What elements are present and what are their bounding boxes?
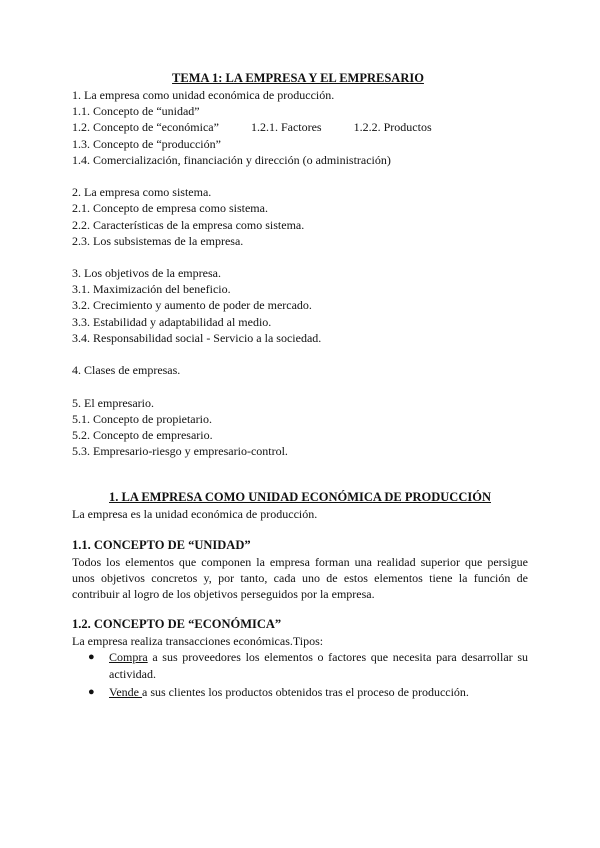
subsection-intro: La empresa realiza transacciones económicas.Tipos:: [72, 634, 324, 649]
spacer: [72, 602, 528, 616]
list-item: [72, 649, 528, 681]
toc-line: 1.4. Comercialización, financiación y dirección (o administración): [72, 152, 391, 167]
toc-line: 1. La empresa como unidad económica de producción.: [72, 88, 335, 102]
subsection-heading: 1.1. CONCEPTO DE “UNIDAD”: [72, 537, 251, 552]
toc-line: 5.3. Empresario-riesgo y empresario-control.: [72, 444, 288, 459]
spacer: [72, 346, 528, 362]
bullet-text: a sus clientes los productos obtenidos tras el proceso de producción.: [142, 684, 469, 699]
toc-line: 3.2. Crecimiento y aumento de poder de mercado.: [72, 298, 312, 313]
section-intro: La empresa es la unidad económica de producción.: [72, 507, 318, 522]
toc-line: 3. Los objetivos de la empresa.: [72, 266, 221, 281]
bullet-keyword: Vende: [109, 684, 142, 699]
toc-line: 1.3. Concepto de “producción”: [72, 136, 221, 151]
toc-line: 5.2. Concepto de empresario.: [72, 427, 213, 442]
spacer: [72, 168, 528, 184]
spacer: [72, 459, 528, 489]
toc-line: 3.1. Maximización del beneficio.: [72, 282, 231, 297]
toc-line-with-subitems: [72, 119, 528, 135]
toc-line: 2.1. Concepto de empresa como sistema.: [72, 201, 268, 216]
toc-line: 5. El empresario.: [72, 395, 154, 410]
bullet-text: a sus proveedores los elementos o factores que necesita para desarrollar su actividad.: [109, 650, 528, 681]
subsection-heading: 1.2. CONCEPTO DE “ECONÓMICA”: [72, 617, 282, 632]
toc-line: 2. La empresa como sistema.: [72, 185, 212, 200]
toc-line: 4. Clases de empresas.: [72, 363, 181, 378]
toc-line: 1.1. Concepto de “unidad”: [72, 104, 200, 119]
bullet-list: [72, 649, 528, 700]
spacer: [72, 378, 528, 394]
toc-title: TEMA 1: LA EMPRESA Y EL EMPRESARIO: [172, 71, 424, 85]
document-page: [72, 70, 528, 702]
section-title: 1. LA EMPRESA COMO UNIDAD ECONÓMICA DE PRODUCCIÓN: [109, 490, 491, 505]
toc-line: 5.1. Concepto de propietario.: [72, 411, 212, 426]
bullet-icon: ●: [88, 651, 95, 664]
toc-line: 3.4. Responsabilidad social - Servicio a la sociedad.: [72, 330, 322, 345]
toc-subitem: 1.2.1. Factores: [250, 120, 322, 135]
toc-line-main: 1.2. Concepto de “económica”: [72, 120, 219, 135]
toc-line: 2.2. Características de la empresa como sistema.: [72, 217, 305, 232]
toc-subitem: 1.2.2. Productos: [353, 120, 432, 135]
toc-line: 3.3. Estabilidad y adaptabilidad al medio.: [72, 314, 272, 329]
bullet-keyword: Compra: [109, 650, 148, 665]
subsection-text: Todos los elementos que componen la empresa forman una realidad superior que persigue unos objetivos concretos y, por tanto, cada uno de estos elementos tiene la función de contribuir al logro de los objetivos perseguidos por la empresa.: [72, 554, 528, 601]
spacer: [72, 523, 528, 537]
spacer: [72, 249, 528, 265]
toc-line: 2.3. Los subsistemas de la empresa.: [72, 233, 244, 248]
list-item: [72, 684, 528, 700]
bullet-icon: ●: [88, 685, 95, 698]
